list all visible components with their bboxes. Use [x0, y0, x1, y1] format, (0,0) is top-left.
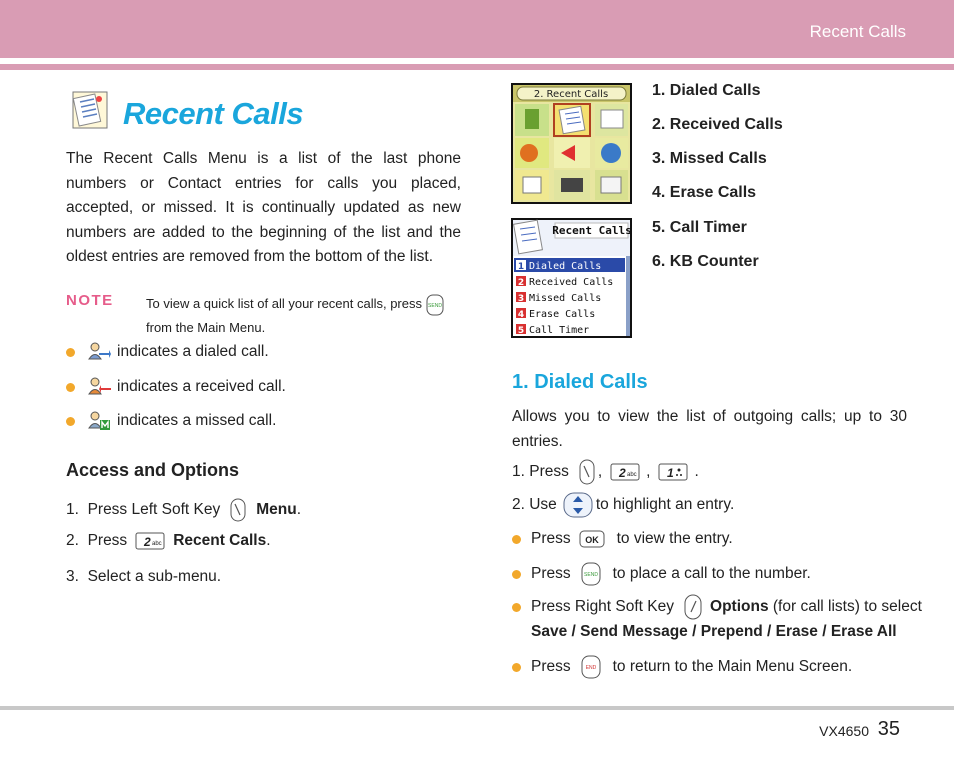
dialed-description: Allows you to view the list of outgoing calls; up to 30 entries. [512, 408, 907, 450]
right-soft-key-icon [684, 594, 702, 620]
option-sep: / [687, 623, 701, 640]
comma: , [646, 463, 651, 480]
submenu-item: 1. Dialed Calls [652, 82, 761, 99]
key-2-sub: abc [627, 472, 637, 478]
key-2-label: 2 [144, 535, 151, 549]
bullet [512, 663, 521, 672]
screen2-item-label: Erase Calls [529, 309, 596, 320]
key-1-label: 1 [667, 466, 675, 480]
bullet [66, 383, 75, 392]
access-heading: Access and Options [66, 460, 240, 480]
step-number: 1. [66, 501, 79, 518]
option-sep: / [567, 623, 581, 640]
bullet-pre: Press Right Soft Key [531, 598, 675, 615]
bullet-post: (for call lists) to select [772, 598, 922, 615]
bullet-pre: Press [531, 565, 571, 582]
bullet-pre: Press [531, 530, 571, 547]
send-key-label: SEND [583, 572, 598, 578]
step-post: . [296, 501, 302, 518]
bullet [66, 417, 75, 426]
option-save: Save [531, 623, 568, 640]
key-2-icon [610, 463, 640, 481]
ok-key-icon [579, 530, 605, 548]
option-prepend: Prepend [700, 623, 763, 640]
indicator-text: indicates a received call. [117, 378, 286, 395]
step-post: . [266, 532, 271, 549]
submenu-item: 3. Missed Calls [652, 150, 767, 167]
end-key-icon [581, 655, 601, 679]
screen2-item-label: Received Calls [529, 277, 614, 288]
step-text: Select a sub-menu. [87, 568, 222, 585]
end-key-label: END [585, 665, 596, 671]
header-title: Recent Calls [809, 22, 906, 41]
note-text-after: from the Main Menu. [146, 320, 266, 335]
bullet [512, 535, 521, 544]
left-soft-key-icon [579, 459, 595, 485]
bullet-post: to place a call to the number. [612, 565, 811, 582]
send-key-icon [581, 562, 601, 586]
options-bold: Options [710, 598, 769, 615]
access-step-3 [66, 568, 221, 586]
header-stripe [0, 64, 954, 70]
step-number: 2. [66, 532, 79, 549]
comma: , [597, 463, 603, 480]
page-title: Recent Calls [123, 96, 304, 131]
key-2-sub: abc [152, 541, 162, 547]
screen2-item-label: Missed Calls [529, 293, 602, 304]
bullet [512, 603, 521, 612]
step-text: 1. Press [512, 463, 569, 480]
key-2-label: 2 [619, 466, 626, 480]
screen2-item-number: 2 [517, 278, 525, 288]
left-soft-key-icon [230, 498, 246, 522]
footer-model: VX4650 [819, 723, 869, 739]
key-1-icon [658, 463, 688, 481]
send-key-label: SEND [427, 302, 442, 309]
key-2-icon [135, 532, 165, 550]
screen2-item-label: Dialed Calls [529, 261, 602, 272]
step-text: Press Left Soft Key [87, 501, 221, 518]
bullet-pre: Press [531, 658, 571, 675]
step-bold: Menu [256, 501, 297, 518]
dialed-step-1 [512, 459, 699, 485]
dialed-step-2 [512, 492, 734, 518]
step-bold: Recent Calls [173, 532, 267, 549]
missed-call-icon [87, 410, 111, 432]
bullet-post: to return to the Main Menu Screen. [612, 658, 853, 675]
dialed-heading: 1. Dialed Calls [512, 371, 648, 393]
option-erase: Erase [775, 623, 818, 640]
screen2-item-number: 3 [517, 294, 525, 304]
submenu-item: 6. KB Counter [652, 253, 759, 270]
dialed-bullet-call [512, 562, 811, 586]
footer-line [0, 706, 954, 710]
phone-screen-menu [511, 83, 632, 204]
bullet [512, 570, 521, 579]
recent-calls-icon [72, 90, 108, 130]
indicator-missed [66, 410, 276, 432]
submenu-item: 2. Received Calls [652, 116, 783, 133]
note-text-before: To view a quick list of all your recent calls, press [146, 296, 422, 311]
option-send-message: Send Message [580, 623, 688, 640]
dialed-bullet-end [512, 655, 852, 679]
send-key-icon [426, 294, 444, 316]
ok-key-label: OK [584, 535, 599, 545]
indicator-received [66, 376, 286, 398]
screen1-title: 2. Recent Calls [533, 89, 609, 100]
step-number: 3. [66, 568, 79, 585]
page-number: 35 [877, 718, 900, 740]
dialed-bullet-view [512, 530, 733, 548]
note-label: NOTE [66, 292, 114, 309]
screen2-item-number: 5 [517, 326, 525, 336]
indicator-text: indicates a missed call. [117, 412, 277, 429]
option-sep: / [817, 623, 831, 640]
intro-paragraph: The Recent Calls Menu is a list of the last phone numbers or Contact entries for calls you placed, accepted, or missed. It is continually updated as new numbers are added to the beginning of the list and the oldest entries are removed from the bottom of the list. [66, 150, 461, 266]
period: . [694, 463, 699, 480]
option-erase-all: Erase All [830, 623, 897, 640]
note-text [146, 292, 466, 340]
bullet-post: to view the entry. [616, 530, 733, 547]
phone-screen-recent-calls [511, 218, 632, 338]
navigation-key-icon [563, 492, 593, 518]
submenu-item: 5. Call Timer [652, 219, 747, 236]
access-step-1 [66, 498, 301, 522]
submenu-item: 4. Erase Calls [652, 184, 757, 201]
dialed-call-icon [87, 341, 111, 363]
screen2-item-label: Call Timer [529, 325, 590, 336]
step-text: to highlight an entry. [595, 496, 735, 513]
step-text: 2. Use [512, 496, 557, 513]
indicator-text: indicates a dialed call. [117, 343, 269, 360]
dialed-bullet-options [512, 594, 922, 620]
screen2-item-number: 4 [517, 310, 525, 320]
bullet [66, 348, 75, 357]
screen2-item-number: 1 [517, 262, 525, 272]
step-text: Press [87, 532, 128, 549]
dialed-options-list [531, 623, 897, 641]
access-step-2 [66, 532, 271, 550]
received-call-icon [87, 376, 111, 398]
screen2-title: Recent Calls [552, 224, 632, 237]
indicator-dialed [66, 341, 269, 363]
option-sep: / [762, 623, 776, 640]
